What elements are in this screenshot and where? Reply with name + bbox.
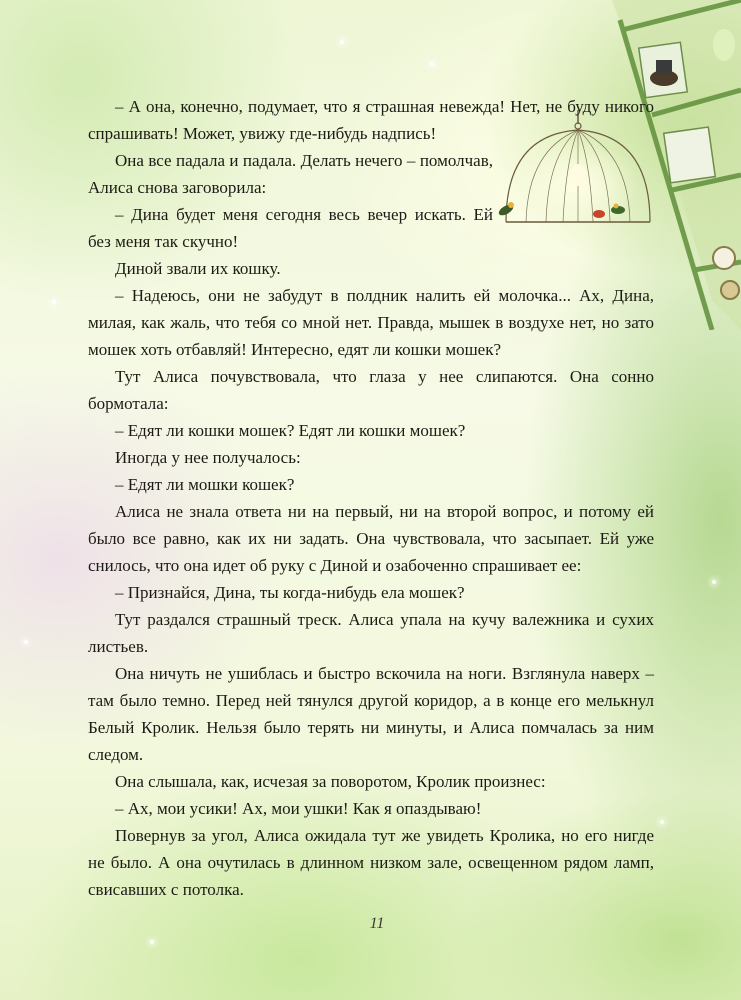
paragraph <box>88 363 654 417</box>
paragraph-text: – Едят ли кошки мошек? Едят ли кошки мошек? <box>115 421 466 440</box>
paragraph-text: – Ах, мои усики! Ах, мои ушки! Как я опаздываю! <box>115 799 482 818</box>
paragraph <box>88 471 654 498</box>
paragraph <box>88 444 654 471</box>
paragraph-text: Она все падала и падала. Делать нечего – помолчав, Алиса снова заговорила: <box>88 151 493 197</box>
paragraph <box>88 201 493 255</box>
sparkle <box>340 40 344 44</box>
paragraph-text: – Признайся, Дина, ты когда-нибудь ела мошек? <box>115 583 465 602</box>
paragraph <box>88 498 654 579</box>
sparkle <box>660 820 664 824</box>
paragraph-text: Повернув за угол, Алиса ожидала тут же увидеть Кролика, но его нигде не было. А она очутилась в длинном низком зале, освещенном рядом ламп, свисавших с потолка. <box>88 826 654 899</box>
paragraph-text: Тут Алиса почувствовала, что глаза у нее слипаются. Она сонно бормотала: <box>88 367 654 413</box>
paragraph <box>88 795 654 822</box>
sparkle <box>24 640 28 644</box>
paragraph <box>88 93 654 147</box>
paragraph <box>88 417 654 444</box>
story-text <box>88 93 654 903</box>
paragraph <box>88 282 654 363</box>
paragraph <box>88 822 654 903</box>
paragraph-text: – Едят ли мошки кошек? <box>115 475 295 494</box>
paragraph-text: Иногда у нее получалось: <box>115 448 301 467</box>
paragraph <box>88 147 493 201</box>
paragraph <box>88 660 654 768</box>
paragraph <box>88 579 654 606</box>
paragraph-text: – А она, конечно, подумает, что я страшная невежда! Нет, не буду никого спрашивать! Может, увижу где-нибудь надпись! <box>88 97 654 143</box>
paragraph-text: Тут раздался страшный треск. Алиса упала на кучу валежника и сухих листьев. <box>88 610 654 656</box>
paragraph-text: Она слышала, как, исчезая за поворотом, Кролик произнес: <box>115 772 546 791</box>
sparkle <box>150 940 154 944</box>
paragraph-text: – Дина будет меня сегодня весь вечер искать. Ей без меня так скучно! <box>88 205 493 251</box>
sparkle <box>430 62 434 66</box>
paragraph-text: – Надеюсь, они не забудут в полдник налить ей молочка... Ах, Дина, милая, как жаль, что тебя со мной нет. Правда, мышек в воздухе нет, но зато мошек хоть отбавляй! Интересно, едят ли кошки мошек? <box>88 286 654 359</box>
paragraph <box>88 606 654 660</box>
sparkle <box>712 580 716 584</box>
paragraph <box>88 255 654 282</box>
page-number: 11 <box>369 915 385 932</box>
paragraph-text: Диной звали их кошку. <box>115 259 281 278</box>
paragraph-text: Она ничуть не ушиблась и быстро вскочила на ноги. Взглянула наверх – там было темно. Перед ней тянулся другой коридор, а в конце его мелькнул Белый Кролик. Нельзя было терять ни минуты, и Алиса помчалась за ним следом. <box>88 664 654 764</box>
paragraph-text: Алиса не знала ответа ни на первый, ни на второй вопрос, и потому ей было все равно, как их ни задать. Она чувствовала, что засыпает. Ей уже снилось, что она идет об руку с Диной и озабоченно спрашивает ее: <box>88 502 654 575</box>
sparkle <box>52 300 56 304</box>
paragraph <box>88 768 654 795</box>
